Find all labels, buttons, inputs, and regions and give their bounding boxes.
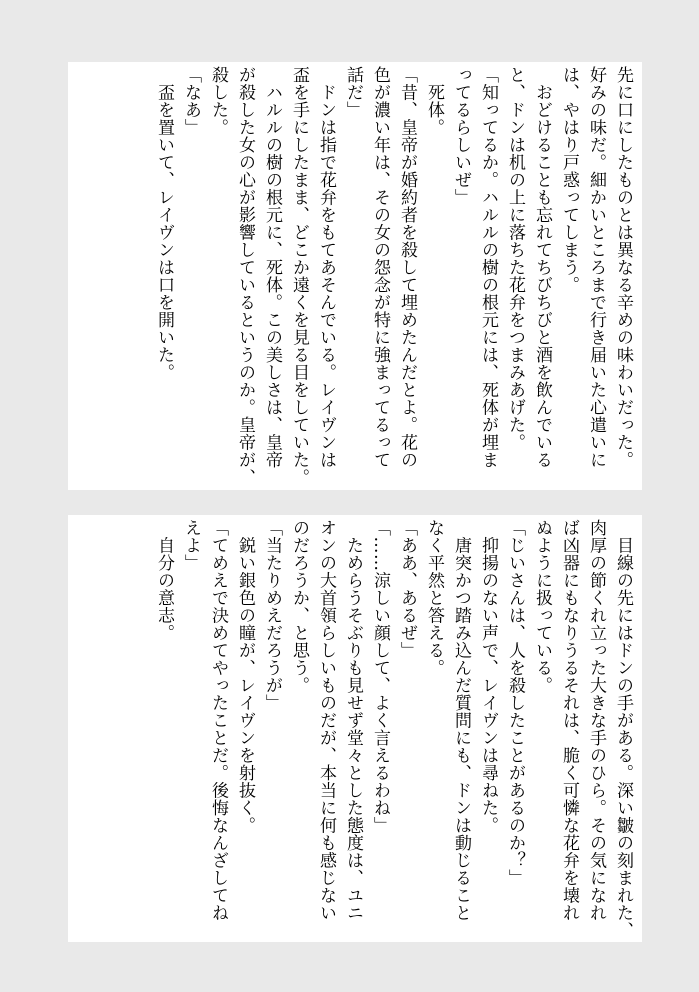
text-line: ハルルの樹の根元に、死体。この美しさは、皇帝 [262,66,282,469]
text-line: 「なあ」 [181,66,201,136]
vertical-text-block [68,66,636,486]
text-line: は、やはり戸惑ってしまう。 [559,66,579,294]
text-line: 目線の先にはドンの手がある。深い皺の刻まれた、 [613,519,633,939]
text-line: ドンは指で花弁をもてあそんでいる。レイヴンは [316,66,336,469]
text-line: 殺した。 [208,66,228,136]
text-line: 「知ってるか。ハルルの樹の根元には、死体が埋ま [478,66,498,469]
text-line: 「てめえで決めてやったことだ。後悔なんざしてね [208,519,228,922]
text-line: なく平然と答える。 [424,519,444,677]
text-line: 色が濃い年は、その女の怨念が特に強まってるって [370,66,390,469]
text-line: 「……涼しい顔して、よく言えるわね」 [370,519,390,834]
text-line: 唐突かつ踏み込んだ質問にも、ドンは動じること [451,519,471,922]
text-line: ってるらしいぜ」 [451,66,471,206]
text-line: オンの大首領らしいものだが、本当に何も感じない [316,519,336,922]
text-line: ば凶器にもなりうるそれは、脆く可憐な花弁を壊れ [559,519,579,922]
text-line: 自分の意志。 [154,519,174,642]
vertical-text-block [68,519,636,938]
text-line: 鋭い銀色の瞳が、レイヴンを射抜く。 [235,519,255,834]
text-line: 盃を置いて、レイヴンは口を開いた。 [154,66,174,381]
text-line: 盃を手にしたまま、どこか遠くを見る目をしていた。 [289,66,309,486]
text-line: のだろうか、と思う。 [289,519,309,694]
text-line: 「じいさんは、人を殺したことがあるのか？」 [505,519,525,887]
text-line: と、ドンは机の上に落ちた花弁をつまみあげた。 [505,66,525,451]
text-line: 話だ」 [343,66,363,119]
text-line: 「ああ、あるぜ」 [397,519,417,659]
text-line: 「当たりめえだろうが」 [262,519,282,712]
text-line: 肉厚の節くれ立った大きな手のひら。その気になれ [586,519,606,922]
text-line: 「昔、皇帝が婚約者を殺して埋めたんだとよ。花の [397,66,417,469]
text-panel-bottom [68,515,642,942]
text-panel-top [68,62,642,490]
text-line: が殺した女の心が影響しているというのか。皇帝が、 [235,66,255,486]
text-line: おどけることも忘れてちびちびと酒を飲んでいる [532,66,552,469]
text-line: 死体。 [424,66,444,136]
text-line: ためらうそぶりも見せず堂々とした態度は、ユニ [343,519,363,922]
text-line: えよ」 [181,519,201,572]
text-line: 先に口にしたものとは異なる辛めの味わいだった。 [613,66,633,469]
text-line: 好みの味だ。細かいところまで行き届いた心遣いに [586,66,606,469]
text-line: 抑揚のない声で、レイヴンは尋ねた。 [478,519,498,834]
text-line: ぬように扱っている。 [532,519,552,694]
